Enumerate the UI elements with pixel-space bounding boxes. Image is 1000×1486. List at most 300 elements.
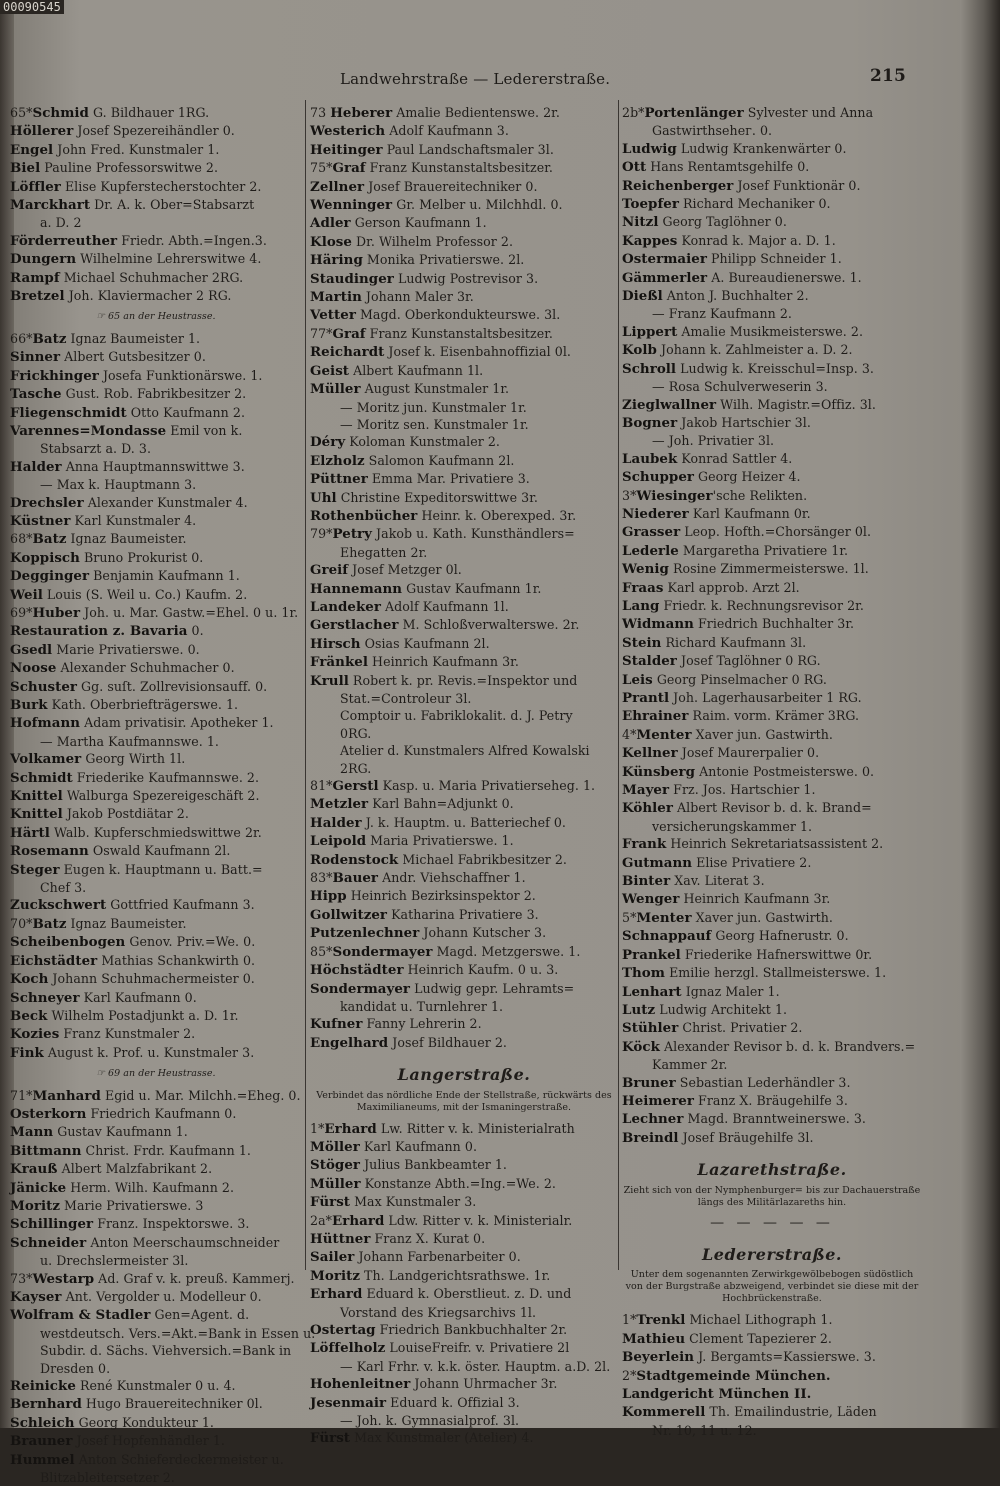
sub-entry: — Moritz jun. Kunstmaler 1r. (340, 399, 527, 415)
entry-continuation: kandidat u. Turnlehrer 1. (340, 998, 504, 1014)
resident-entry (310, 362, 618, 380)
resident-name: Engelhard (310, 1034, 389, 1051)
resident-details: Karl approb. Arzt 2l. (663, 579, 800, 595)
entry-continuation: Ehegatten 2r. (340, 544, 428, 560)
resident-details: August k. Prof. u. Kunstmaler 3. (43, 1044, 255, 1060)
resident-name: Koch (10, 971, 49, 988)
resident-details: Heinrich Kaufmann 3r. (367, 654, 519, 670)
resident-name: Köhler (622, 800, 673, 817)
resident-name: Klose (310, 233, 352, 250)
resident-details: Mathias Schankwirth 0. (97, 952, 256, 968)
resident-details: Josef Metzger 0l. (348, 562, 462, 578)
resident-name: Landgericht München II. (622, 1386, 812, 1402)
resident-entry (310, 906, 618, 924)
resident-details: Friedrich Buchhalter 3r. (693, 616, 855, 632)
resident-name: Frickhinger (10, 367, 99, 384)
resident-name: Elzholz (310, 452, 365, 469)
resident-entry (622, 1092, 922, 1110)
resident-details: Friederike Hafnerswittwe 0r. (680, 946, 873, 962)
resident-entry (10, 970, 302, 988)
resident-name: Graf (332, 325, 366, 342)
resident-details: 0. (187, 623, 204, 639)
resident-entry (10, 104, 302, 122)
resident-name: Löffelholz (310, 1340, 386, 1357)
resident-details: Anton Meerschaumschneider (86, 1234, 280, 1250)
resident-entry (310, 653, 618, 671)
resident-entry (622, 287, 922, 305)
resident-details: Gustav Kaufmann 1r. (402, 580, 542, 596)
resident-name: Dungern (10, 251, 77, 268)
resident-name: Bruner (622, 1074, 676, 1091)
resident-details: Amalie Bedientenswe. 2r. (392, 105, 560, 120)
resident-details: Georg Hafnerustr. 0. (711, 928, 849, 944)
scan-id: 00090545 (0, 0, 64, 14)
resident-details: Karl Bahn=Adjunkt 0. (368, 796, 514, 812)
resident-entry (622, 726, 922, 744)
resident-entry (310, 470, 618, 488)
resident-details: Eduard k. Oberstlieut. z. D. und (362, 1286, 572, 1302)
resident-name: Schneyer (10, 989, 80, 1006)
resident-details: Magd. Metzgerswe. 1. (432, 943, 581, 959)
resident-name: Stöger (310, 1157, 361, 1174)
entry-continuation: Gastwirthsehег. 0. (652, 123, 773, 139)
resident-name: Lang (622, 597, 660, 614)
resident-name: Schleich (10, 1414, 75, 1431)
resident-name: Nitzl (622, 214, 659, 231)
resident-name: Déry (310, 434, 346, 451)
resident-name: Adler (310, 215, 351, 232)
resident-name: Ott (622, 159, 647, 176)
resident-entry (310, 814, 618, 832)
resident-name: Thom (622, 965, 666, 982)
street-description: Verbindet das nördliche Ende der Stellstraße, rückwärts des Maximilianeums, mit der Ismaningerstraße. (316, 1089, 612, 1113)
resident-entry (622, 1311, 922, 1329)
resident-entry (10, 915, 302, 933)
resident-entry (310, 1138, 618, 1156)
resident-name: Widmann (622, 616, 694, 633)
resident-name: Sondermayer (332, 943, 433, 960)
house-number: 1* (622, 1312, 637, 1328)
resident-entry (10, 269, 302, 287)
resident-name: Menter (636, 909, 692, 926)
sub-entry: — Joh. k. Gymnasialprof. 3l. (340, 1413, 520, 1429)
resident-name: Stadtgemeinde München. (636, 1367, 831, 1384)
resident-details: Franz Kunstanstaltsbesitzer. (365, 160, 553, 176)
sub-entry: — Karl Frhr. v. k.k. öster. Hauptm. a.D. 2l. (340, 1358, 611, 1374)
resident-entry (10, 250, 302, 268)
resident-name: Knittel (10, 806, 63, 823)
resident-entry (310, 288, 618, 306)
resident-name: Wenig (622, 561, 669, 578)
resident-entry (622, 104, 922, 122)
resident-name: Härtl (10, 824, 50, 841)
resident-details: Monika Privatierswe. 2l. (362, 252, 525, 268)
resident-details: Antonie Postmeisterswe. 0. (695, 763, 875, 779)
resident-name: Putzenlechner (310, 925, 420, 942)
resident-entry (310, 869, 618, 887)
resident-entry (622, 232, 922, 250)
resident-details: Wilhelm Postadjunkt a. D. 1r. (47, 1007, 239, 1023)
sub-entry: — Moritz sen. Kunstmaler 1r. (340, 416, 529, 432)
section-divider: — — — — — (710, 1214, 834, 1231)
resident-details: Xaver jun. Gastwirth. (691, 909, 833, 925)
resident-entry (622, 744, 922, 762)
resident-details: Joh. u. Mar. Gastw.=Ehel. 0 u. 1r. (80, 604, 299, 620)
resident-details: Oswald Kaufmann 2l. (88, 843, 231, 859)
resident-entry (310, 598, 618, 616)
resident-entry (310, 1285, 618, 1303)
resident-entry (622, 615, 922, 633)
resident-name: Schupper (622, 469, 694, 486)
resident-details: Philipp Schneider 1. (706, 251, 842, 267)
resident-entry (10, 178, 302, 196)
resident-entry (10, 896, 302, 914)
resident-details: Gr. Melber u. Milchhdl. 0. (392, 197, 563, 213)
resident-details: Josef k. Eisenbahnoffizial 0l. (384, 344, 571, 360)
resident-name: Kozies (10, 1026, 60, 1043)
resident-name: Heberer (330, 105, 393, 121)
resident-name: Huber (32, 604, 81, 621)
resident-details: Michael Fabrikbesitzer 2. (398, 851, 567, 867)
resident-name: Lederle (622, 542, 679, 559)
resident-details: Amalie Musikmeisterswe. 2. (677, 323, 864, 339)
resident-details: Bruno Prokurist 0. (79, 549, 204, 565)
resident-name: Wiesinger (636, 487, 713, 504)
resident-name: Jänicke (10, 1179, 67, 1196)
resident-entry (10, 805, 302, 823)
resident-name: Moritz (10, 1197, 60, 1214)
resident-details: Gerson Kaufmann 1. (350, 215, 487, 231)
resident-entry (310, 795, 618, 813)
resident-details: Egid u. Mar. Milchh.=Eheg. 0. (100, 1087, 301, 1103)
resident-entry (622, 799, 922, 817)
resident-entry (310, 159, 618, 177)
entry-continuation: a. D. 2 (40, 215, 82, 231)
resident-name: Lechner (622, 1111, 684, 1128)
resident-details: Ignaz Baumeister. (66, 531, 187, 547)
resident-details: Margaretha Privatiere 1r. (678, 542, 849, 558)
resident-entry (310, 489, 618, 507)
resident-entry (10, 696, 302, 714)
resident-entry (10, 1044, 302, 1062)
resident-details: Gen=Agent. d. (150, 1307, 250, 1323)
resident-name: Steger (10, 861, 60, 878)
resident-details: Osias Kaufmann 2l. (360, 635, 490, 651)
resident-details: Alexander Kunstmaler 4. (83, 494, 248, 510)
resident-name: Sailer (310, 1249, 355, 1266)
resident-name: Rothenbücher (310, 507, 418, 524)
resident-details: LouiseFreifr. v. Privatiere 2l (385, 1340, 570, 1356)
resident-name: Kolb (622, 342, 657, 359)
resident-name: Schneider (10, 1234, 87, 1251)
column-rule (305, 100, 306, 1270)
resident-entry (10, 1197, 302, 1215)
resident-entry (310, 1015, 618, 1033)
resident-name: Kommerell (622, 1404, 706, 1421)
resident-entry (10, 196, 302, 214)
resident-details: Franz. Inspektorswe. 3. (93, 1216, 250, 1232)
resident-entry (622, 1038, 922, 1056)
resident-details: Gust. Rob. Fabrikbesitzer 2. (61, 386, 247, 402)
resident-details: John Fred. Kunstmaler 1. (53, 141, 220, 157)
resident-entry (310, 251, 618, 269)
resident-name: Fraas (622, 579, 664, 596)
resident-entry (10, 1270, 302, 1288)
resident-entry (10, 330, 302, 348)
resident-details: Lw. Ritter v. k. Ministerialrath (376, 1120, 575, 1136)
house-number: 83* (310, 870, 333, 886)
resident-details: Karl Kaufmann 0. (79, 989, 197, 1005)
house-number: 2* (622, 1367, 637, 1383)
resident-name: Marckhart (10, 197, 91, 214)
resident-entry (622, 890, 922, 908)
entry-continuation: Dresden 0. (40, 1360, 111, 1376)
resident-name: Landeker (310, 598, 381, 615)
resident-name: Westarp (32, 1270, 95, 1287)
resident-details: Adolf Kaufmann 1l. (380, 598, 509, 614)
resident-name: Batz (32, 330, 67, 347)
resident-name: Häring (310, 252, 363, 269)
resident-details: Friedr. k. Rechnungsrevisor 2r. (659, 597, 864, 613)
resident-entry (310, 561, 618, 579)
resident-details: G. Bildhauer 1RG. (88, 105, 210, 120)
resident-name: Hüttner (310, 1230, 371, 1247)
resident-name: Zuckschwert (10, 897, 107, 914)
resident-details: Ant. Vergolder u. Modelleur 0. (61, 1289, 262, 1304)
resident-details: Ludwig k. Kreisschul=Insp. 3. (676, 360, 874, 376)
entry-continuation: Atelier d. Kunstmalers Alfred Kowalski (340, 743, 590, 759)
resident-entry (10, 232, 302, 250)
resident-details: Kath. Oberbriefträgerswe. 1. (47, 697, 239, 712)
resident-name: Varennes=Mondasse (10, 422, 167, 439)
resident-entry (622, 450, 922, 468)
resident-name: Hummel (10, 1451, 75, 1468)
resident-name: Kufner (310, 1016, 363, 1033)
resident-name: Martin (310, 289, 362, 306)
resident-details: Emilie herzgl. Stallmeisterswe. 1. (665, 965, 887, 981)
resident-details: Albert Malzfabrikant 2. (57, 1161, 213, 1177)
resident-name: Petry (332, 526, 372, 543)
resident-details: J. k. Hauptm. u. Batteriechef 0. (361, 814, 566, 830)
resident-details: Emil von k. (166, 422, 243, 438)
resident-entry (310, 1429, 618, 1447)
resident-entry (310, 1193, 618, 1211)
resident-entry (310, 1175, 618, 1193)
resident-name: Fürst (310, 1430, 351, 1447)
resident-entry (622, 634, 922, 652)
resident-details: Josef Bräugehilfe 3l. (678, 1129, 814, 1145)
resident-details: Josef Brauereitechniker 0. (364, 178, 538, 194)
resident-details: Johann Farbenarbeiter 0. (354, 1249, 521, 1265)
resident-name: Krauß (10, 1161, 58, 1178)
resident-details: Elise Kupferstecherstochter 2. (60, 178, 262, 194)
entry-continuation: versicherungskammer 1. (652, 818, 813, 834)
resident-name: Hirsch (310, 635, 361, 652)
resident-name: Scheibenbogen (10, 934, 126, 951)
resident-details: Andr. Viehschaffner 1. (378, 870, 526, 886)
resident-name: Hohenleitner (310, 1376, 411, 1393)
resident-name: Manhard (32, 1087, 101, 1104)
resident-name: Metzler (310, 796, 369, 813)
house-number: 73 (310, 105, 331, 120)
resident-name: Gämmerler (622, 269, 708, 286)
resident-details: Johann Schuhmachermeister 0. (48, 971, 255, 987)
resident-details: Genov. Priv.=We. 0. (125, 934, 256, 950)
resident-name: Reichardt (310, 344, 385, 361)
resident-entry (310, 1212, 618, 1230)
resident-details: Max Kunstmaler (Atelier) 4. (350, 1430, 534, 1446)
resident-name: Reichenberger (622, 177, 734, 194)
resident-details: Fanny Lehrerin 2. (362, 1016, 482, 1032)
resident-details: Johann Maler 3r. (361, 289, 474, 305)
entry-continuation: Vorstand des Kriegsarchivs 1l. (340, 1304, 537, 1320)
resident-details: Karl Kaufmann 0r. (688, 505, 811, 521)
resident-details: Rosine Zimmermeisterswe. 1l. (668, 561, 869, 577)
resident-entry (10, 989, 302, 1007)
resident-name: Fürst (310, 1194, 351, 1211)
resident-details: Franz X. Kurat 0. (370, 1230, 486, 1246)
resident-entry (310, 452, 618, 470)
resident-details: Marie Privatierswe. 0. (52, 641, 200, 657)
resident-entry (622, 1129, 922, 1147)
resident-name: Gerstl (332, 778, 379, 795)
resident-name: Knittel (10, 788, 63, 805)
resident-name: Leis (622, 671, 653, 688)
entry-continuation: Blitzableitersetzer 2. (40, 1470, 175, 1486)
resident-name: Tasche (10, 386, 62, 403)
resident-details: Adam privatisir. Apotheker 1. (80, 715, 274, 731)
entry-continuation: Stabsarzt a. D. 3. (40, 441, 152, 457)
resident-details: Josef Hopfenhändler 1. (72, 1433, 225, 1449)
resident-entry (622, 1330, 922, 1348)
resident-entry (310, 1267, 618, 1285)
resident-entry (622, 360, 922, 378)
resident-details: Franz Kunstmaler 2. (59, 1026, 196, 1042)
resident-details: Friederike Kaufmannswe. 2. (72, 769, 260, 785)
resident-details: Heinr. k. Oberexped. 3r. (417, 507, 577, 523)
resident-entry (310, 1034, 618, 1052)
resident-name: Prantl (622, 690, 670, 706)
entry-continuation: 2RG. (340, 760, 372, 776)
resident-name: Grasser (622, 524, 681, 541)
resident-details: Salomon Kaufmann 2l. (364, 452, 515, 468)
resident-name: Höllerer (10, 123, 74, 140)
resident-details: Katharina Privatiere 3. (387, 906, 539, 922)
resident-name: Bauer (332, 870, 379, 887)
resident-details: Georg Taglöhner 0. (658, 214, 787, 230)
resident-name: Schmidt (10, 769, 73, 786)
street-heading: Lazarethstraße. (697, 1160, 847, 1180)
resident-name: Müller (310, 381, 361, 398)
resident-details: Karl Kaufmann 0. (359, 1138, 478, 1154)
resident-entry (310, 343, 618, 361)
resident-name: Wenger (622, 891, 680, 908)
resident-name: Halder (310, 814, 362, 831)
resident-details: Heinrich Kaufm. 0 u. 3. (403, 962, 559, 978)
resident-details: Josef Taglöhner 0 RG. (676, 653, 821, 669)
resident-name: Weil (10, 586, 43, 603)
resident-entry (310, 1394, 618, 1412)
resident-entry (10, 159, 302, 177)
resident-details: Th. Emailindustrie, Läden (705, 1404, 877, 1420)
resident-name: Küstner (10, 512, 71, 529)
resident-name: Breindl (622, 1129, 679, 1146)
resident-details: Hugo Brauereitechniker 0l. (81, 1396, 263, 1412)
resident-details: Th. Landgerichtsrathswe. 1r. (360, 1267, 551, 1283)
resident-details: Xav. Literat 3. (670, 873, 765, 889)
resident-name: Uhl (310, 489, 337, 506)
resident-name: Halder (10, 458, 62, 475)
resident-entry (622, 177, 922, 195)
resident-entry (310, 196, 618, 214)
house-number: 73* (10, 1270, 33, 1286)
resident-details: Christ. Frdr. Kaufmann 1. (81, 1142, 251, 1158)
resident-details: Heinrich Kaufmann 3r. (679, 891, 831, 907)
resident-name: Toepfer (622, 196, 679, 213)
resident-details: Paul Landschaftsmaler 3l. (382, 141, 554, 157)
resident-details: Michael Lithograph 1. (685, 1312, 833, 1328)
resident-name: Frank (622, 836, 667, 853)
resident-entry (10, 622, 302, 640)
resident-details: Konstanze Abth.=Ing.=We. 2. (360, 1175, 556, 1191)
resident-entry (310, 270, 618, 288)
resident-entry (10, 641, 302, 659)
resident-name: Köck (622, 1038, 660, 1055)
resident-name: Brauner (10, 1433, 73, 1450)
resident-details: Ludwig Architekt 1. (655, 1001, 788, 1017)
column-1 (10, 104, 316, 1486)
resident-name: Löffler (10, 178, 61, 195)
resident-details: Alexander Schuhmacher 0. (56, 660, 235, 676)
resident-entry (10, 549, 302, 567)
resident-name: Binter (622, 873, 671, 890)
resident-name: Osterkorn (10, 1105, 87, 1122)
page-edge (960, 0, 1000, 1428)
entry-continuation: Nr. 10, 11 u. 12. (652, 1422, 757, 1438)
resident-entry (10, 1025, 302, 1043)
resident-details: Gg. suſt. Zollrevisionsauff. 0. (77, 678, 268, 694)
resident-entry (310, 178, 618, 196)
resident-entry (10, 1007, 302, 1025)
house-number: 68* (10, 531, 33, 547)
resident-entry (310, 887, 618, 905)
sub-entry: — Rosa Schulverweserin 3. (652, 379, 828, 395)
resident-entry (10, 1377, 302, 1395)
house-number: 70* (10, 915, 33, 931)
resident-name: Volkamer (10, 751, 82, 768)
resident-name: Niederer (622, 505, 689, 522)
resident-name: Schillinger (10, 1216, 94, 1233)
resident-entry (310, 1339, 618, 1357)
resident-details: Wilh. Magistr.=Offiz. 3l. (716, 396, 876, 412)
resident-details: Max Kunstmaler 3. (350, 1194, 477, 1210)
resident-entry (310, 924, 618, 942)
resident-entry (10, 1179, 302, 1197)
resident-details: Robert k. pr. Revis.=Inspektor und (348, 672, 578, 688)
resident-name: Gsedl (10, 641, 53, 658)
resident-name: Greif (310, 562, 349, 579)
entry-continuation: Kammer 2r. (652, 1057, 728, 1073)
resident-details: Heinrich Bezirksinspektor 2. (346, 888, 536, 904)
resident-name: Kappes (622, 232, 678, 249)
resident-name: Künsberg (622, 763, 696, 780)
resident-entry (10, 404, 302, 422)
resident-name: Trenkl (636, 1312, 686, 1329)
resident-entry (10, 1123, 302, 1141)
resident-entry (310, 380, 618, 398)
resident-details: Josef Spezereihändler 0. (73, 123, 235, 139)
resident-name: Hofmann (10, 715, 81, 732)
